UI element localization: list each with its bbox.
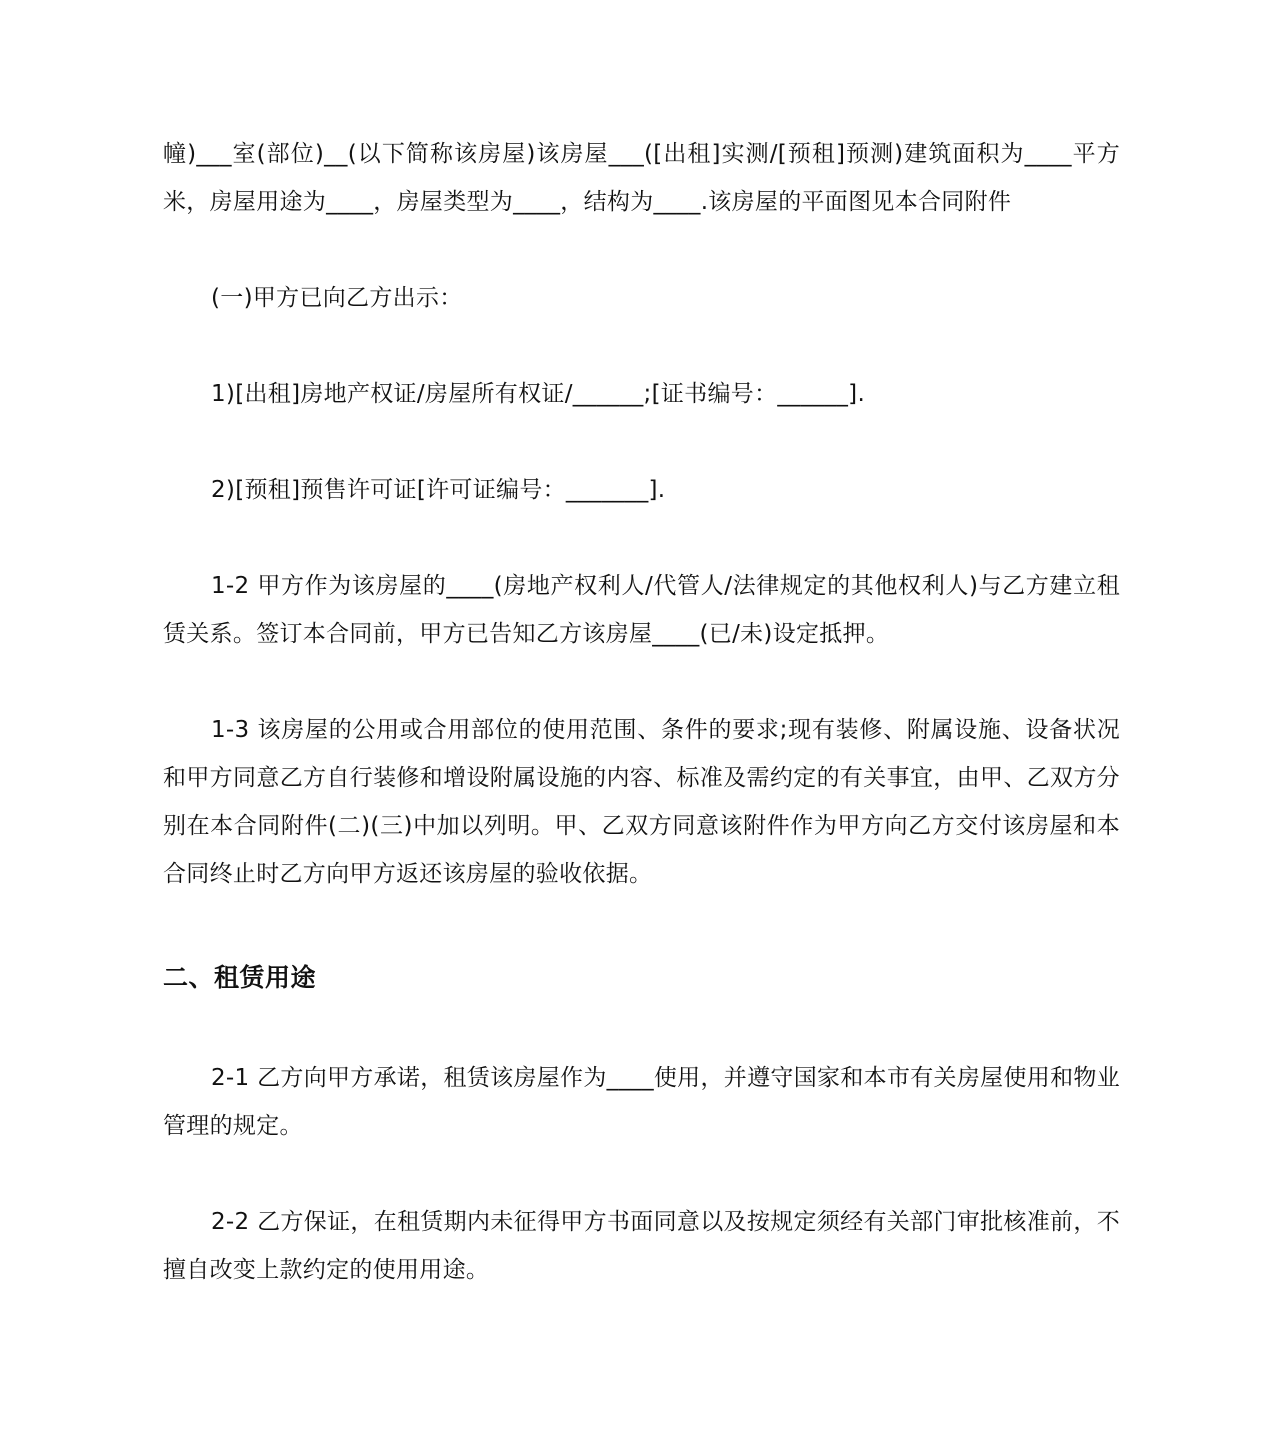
paragraph-presale-permit: 2)[预租]预售许可证[许可证编号：_______]. <box>211 477 666 503</box>
paragraph-clause-2-2: 2-2 乙方保证，在租赁期内未征得甲方书面同意以及按规定须经有关部门审批核准前，不擅自改变上款约定的使用用途。 <box>163 1209 1120 1283</box>
paragraph-shown-documents-intro: (一)甲方已向乙方出示： <box>211 285 463 311</box>
paragraph-clause-1-2: 1-2 甲方作为该房屋的____(房地产权利人/代管人/法律规定的其他权利人)与乙方建立租赁关系。签订本合同前，甲方已告知乙方该房屋____(已/未)设定抵押。 <box>163 573 1120 647</box>
paragraph-clause-1-3: 1-3 该房屋的公用或合用部位的使用范围、条件的要求;现有装修、附属设施、设备状况和甲方同意乙方自行装修和增设附属设施的内容、标准及需约定的有关事宜，由甲、乙双方分别在本合同附件(二)(三)中加以列明。甲、乙双方同意该附件作为甲方向乙方交付该房屋和本合同终止时乙方向甲方返还该房屋的验收依据。 <box>163 717 1120 887</box>
paragraph-premises-description: 幢)___室(部位)__(以下简称该房屋)该房屋___([出租]实测/[预租]预测)建筑面积为____平方米，房屋用途为____，房屋类型为____，结构为____.该房屋的平面图见本合同附件 <box>163 141 1120 215</box>
paragraph-property-certificate: 1)[出租]房地产权证/房屋所有权证/______;[证书编号：______]. <box>211 381 866 407</box>
section-heading-lease-purpose: 二、租赁用途 <box>163 963 317 992</box>
paragraph-clause-2-1: 2-1 乙方向甲方承诺，租赁该房屋作为____使用，并遵守国家和本市有关房屋使用和物业管理的规定。 <box>163 1065 1120 1139</box>
